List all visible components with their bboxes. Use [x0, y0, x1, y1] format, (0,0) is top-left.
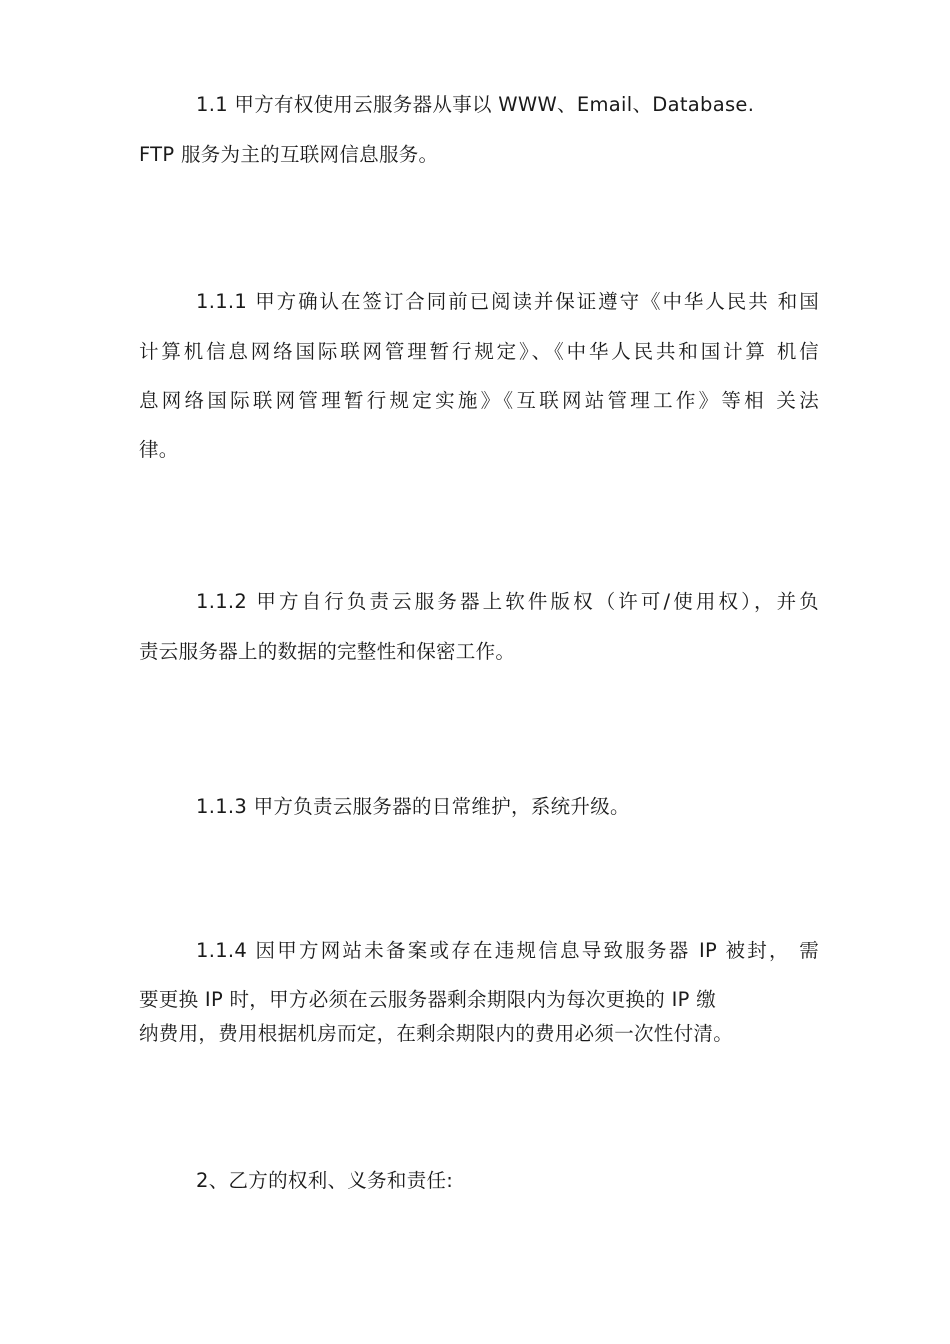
- paragraph-line: 律。: [139, 438, 179, 461]
- paragraph-line: 要更换 IP 时，甲方必须在云服务器剩余期限内为每次更换的 IP 缴: [139, 988, 717, 1011]
- paragraph-line: FTP 服务为主的互联网信息服务。: [139, 143, 439, 166]
- paragraph-line: 2、乙方的权利、义务和责任:: [196, 1169, 454, 1192]
- paragraph-line: 1.1 甲方有权使用云服务器从事以 WWW、Email、Database.: [196, 93, 755, 116]
- paragraph-line: 1.1.4 因甲方网站未备案或存在违规信息导致服务器 IP 被封， 需: [196, 939, 819, 962]
- paragraph-line: 纳费用，费用根据机房而定，在剩余期限内的费用必须一次性付清。: [139, 1022, 734, 1045]
- paragraph-line: 1.1.3 甲方负责云服务器的日常维护，系统升级。: [196, 795, 630, 818]
- paragraph-line: 责云服务器上的数据的完整性和保密工作。: [139, 640, 516, 663]
- paragraph-line: 1.1.2 甲方自行负责云服务器上软件版权（许可/使用权），并负: [196, 590, 819, 613]
- paragraph-line: 息网络国际联网管理暂行规定实施》《互联网站管理工作》等相 关法: [139, 389, 819, 412]
- paragraph-line: 计算机信息网络国际联网管理暂行规定》、《中华人民共和国计算 机信: [139, 340, 819, 363]
- paragraph-line: 1.1.1 甲方确认在签订合同前已阅读并保证遵守《中华人民共 和国: [196, 290, 819, 313]
